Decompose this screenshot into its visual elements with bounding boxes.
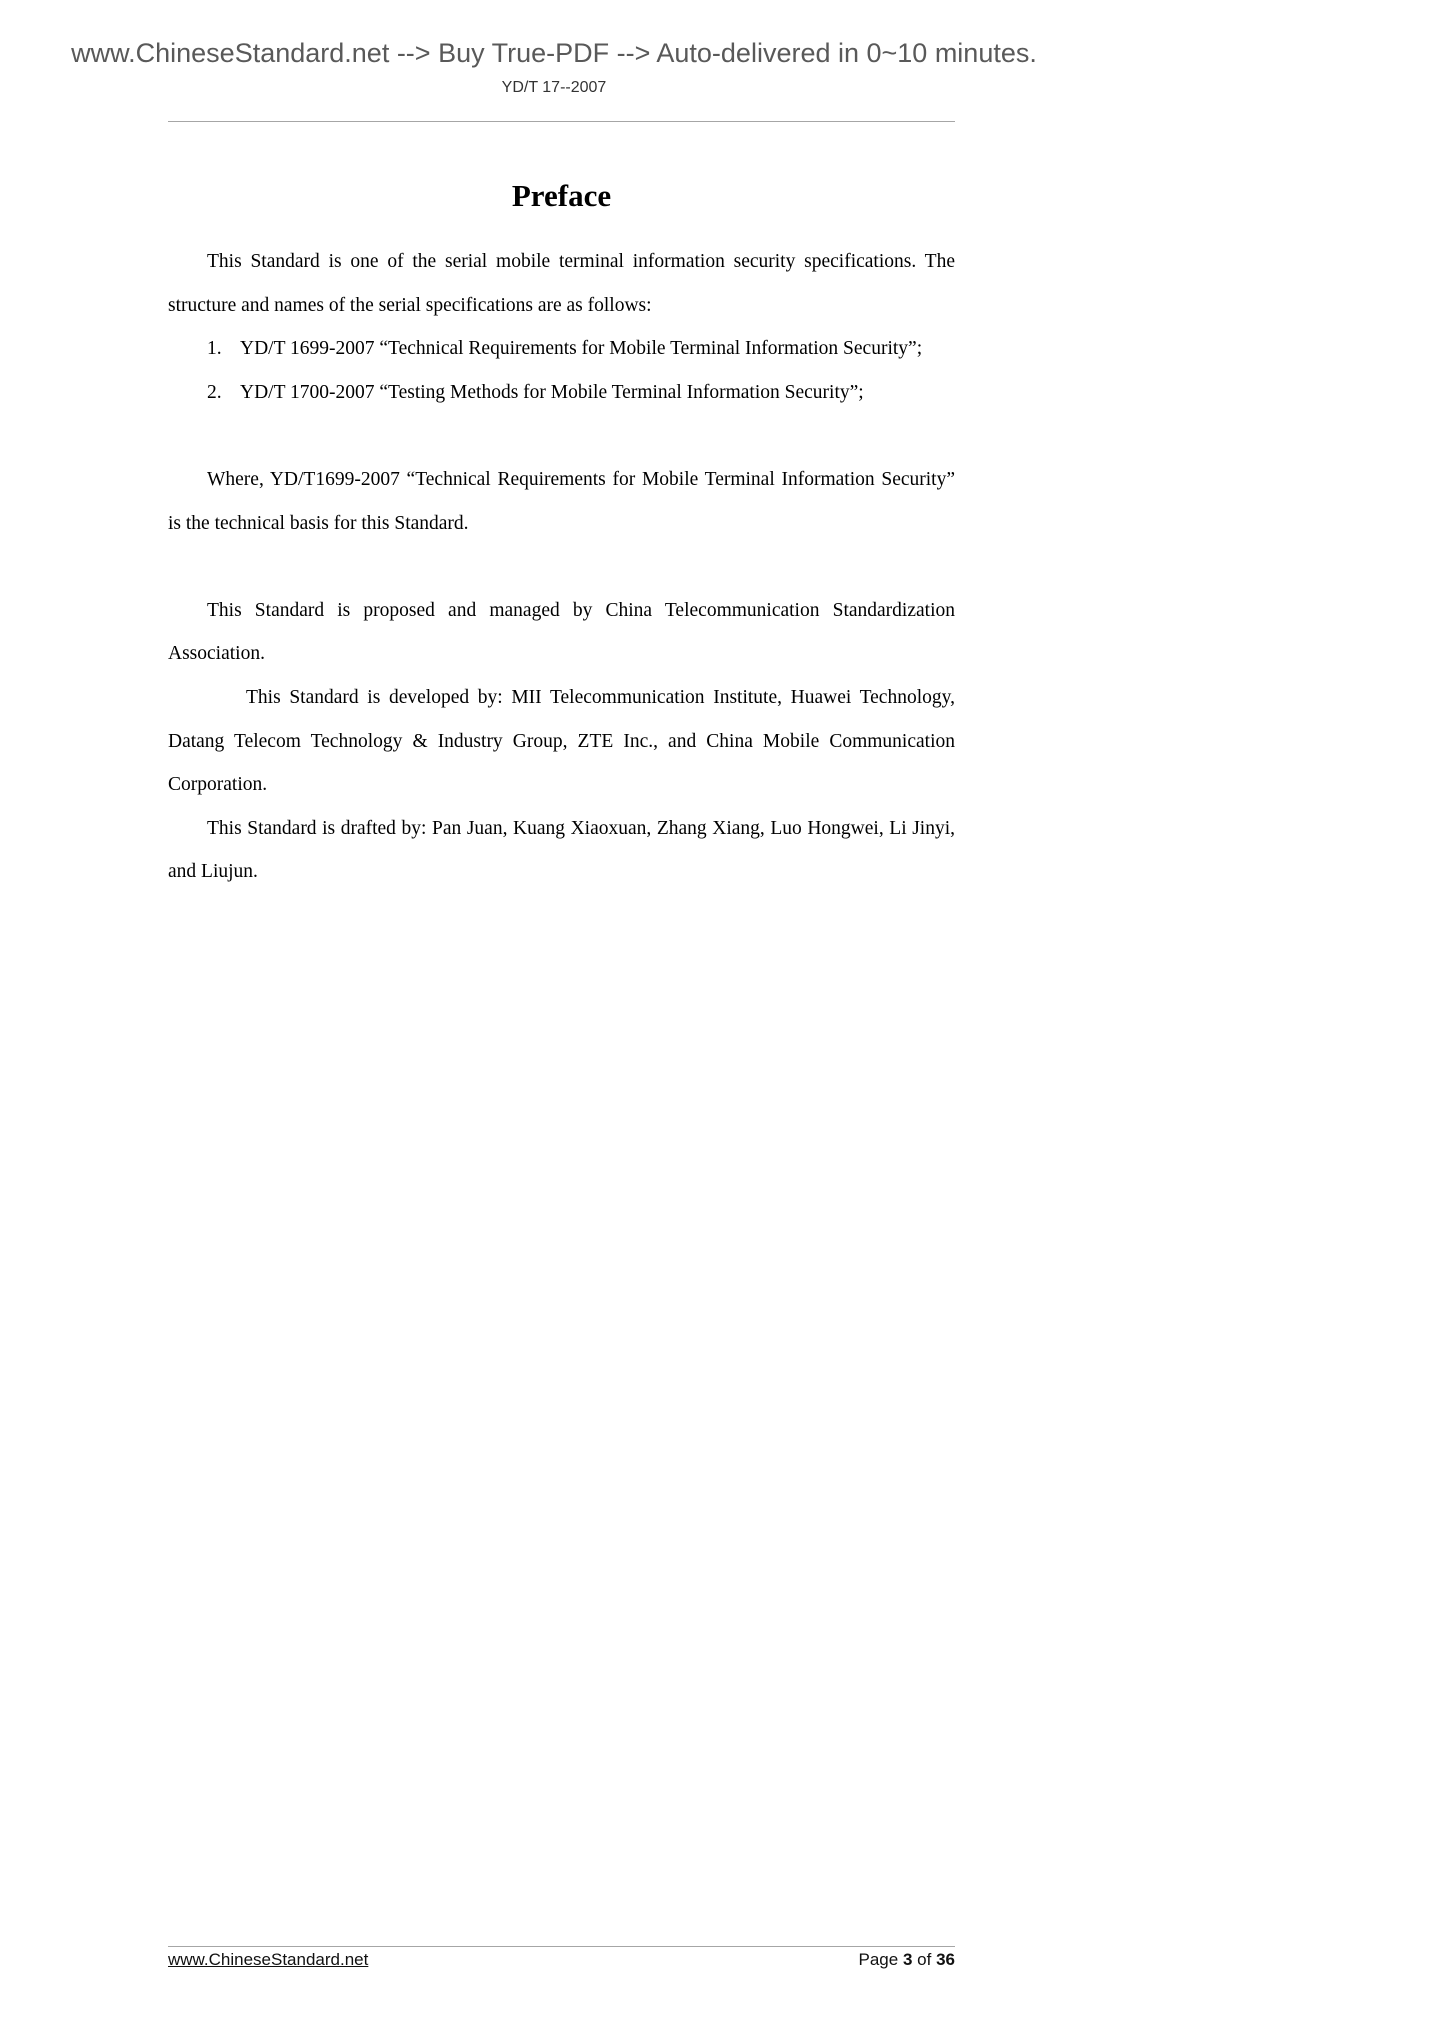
header-doc-code: YD/T 17--2007 bbox=[501, 79, 607, 96]
paragraph-intro: This Standard is one of the serial mobile terminal information security specifications. The structure and names of the serial specifications are as follows: bbox=[168, 251, 955, 316]
document-body bbox=[168, 240, 955, 894]
footer-divider bbox=[168, 1946, 955, 1947]
list-item-1 bbox=[168, 327, 955, 371]
list-item-1-number: 1. bbox=[207, 338, 222, 360]
blank-line bbox=[168, 414, 955, 458]
paragraph-where: Where, YD/T1699-2007 “Technical Requirements for Mobile Terminal Information Security” is the technical basis for this Standard. bbox=[168, 468, 955, 534]
blank-line bbox=[168, 545, 955, 589]
paragraph-drafted: This Standard is drafted by: Pan Juan, Kuang Xiaoxuan, Zhang Xiang, Luo Hongwei, Li Jinyi, and Liujun. bbox=[168, 817, 955, 883]
footer-site-link[interactable]: www.ChineseStandard.net bbox=[168, 1950, 369, 1969]
header-divider bbox=[168, 121, 955, 122]
list-item-2-text: YD/T 1700-2007 “Testing Methods for Mobile Terminal Information Security”; bbox=[240, 381, 864, 403]
page-title: Preface bbox=[511, 177, 612, 213]
list-item-2-number: 2. bbox=[207, 381, 222, 403]
paragraph-proposed: This Standard is proposed and managed by China Telecommunication Standardization Association. bbox=[168, 599, 955, 665]
page-word: Page bbox=[858, 1950, 899, 1969]
page-footer bbox=[168, 1950, 955, 1970]
list-item-1-text: YD/T 1699-2007 “Technical Requirements for Mobile Terminal Information Security”; bbox=[240, 338, 923, 360]
of-word: of bbox=[917, 1950, 932, 1969]
header-promo-text: www.ChineseStandard.net --> Buy True-PDF --> Auto-delivered in 0~10 minutes. bbox=[71, 38, 1037, 68]
paragraph-developed: This Standard is developed by: MII Telecommunication Institute, Huawei Technology, Datang Telecom Technology & Industry Group, ZTE Inc., and China Mobile Communication Corporation. bbox=[168, 686, 955, 796]
current-page-number: 3 bbox=[902, 1950, 913, 1969]
page-number-indicator bbox=[859, 1950, 955, 1970]
list-item-2 bbox=[168, 371, 955, 415]
total-page-count: 36 bbox=[936, 1950, 955, 1969]
